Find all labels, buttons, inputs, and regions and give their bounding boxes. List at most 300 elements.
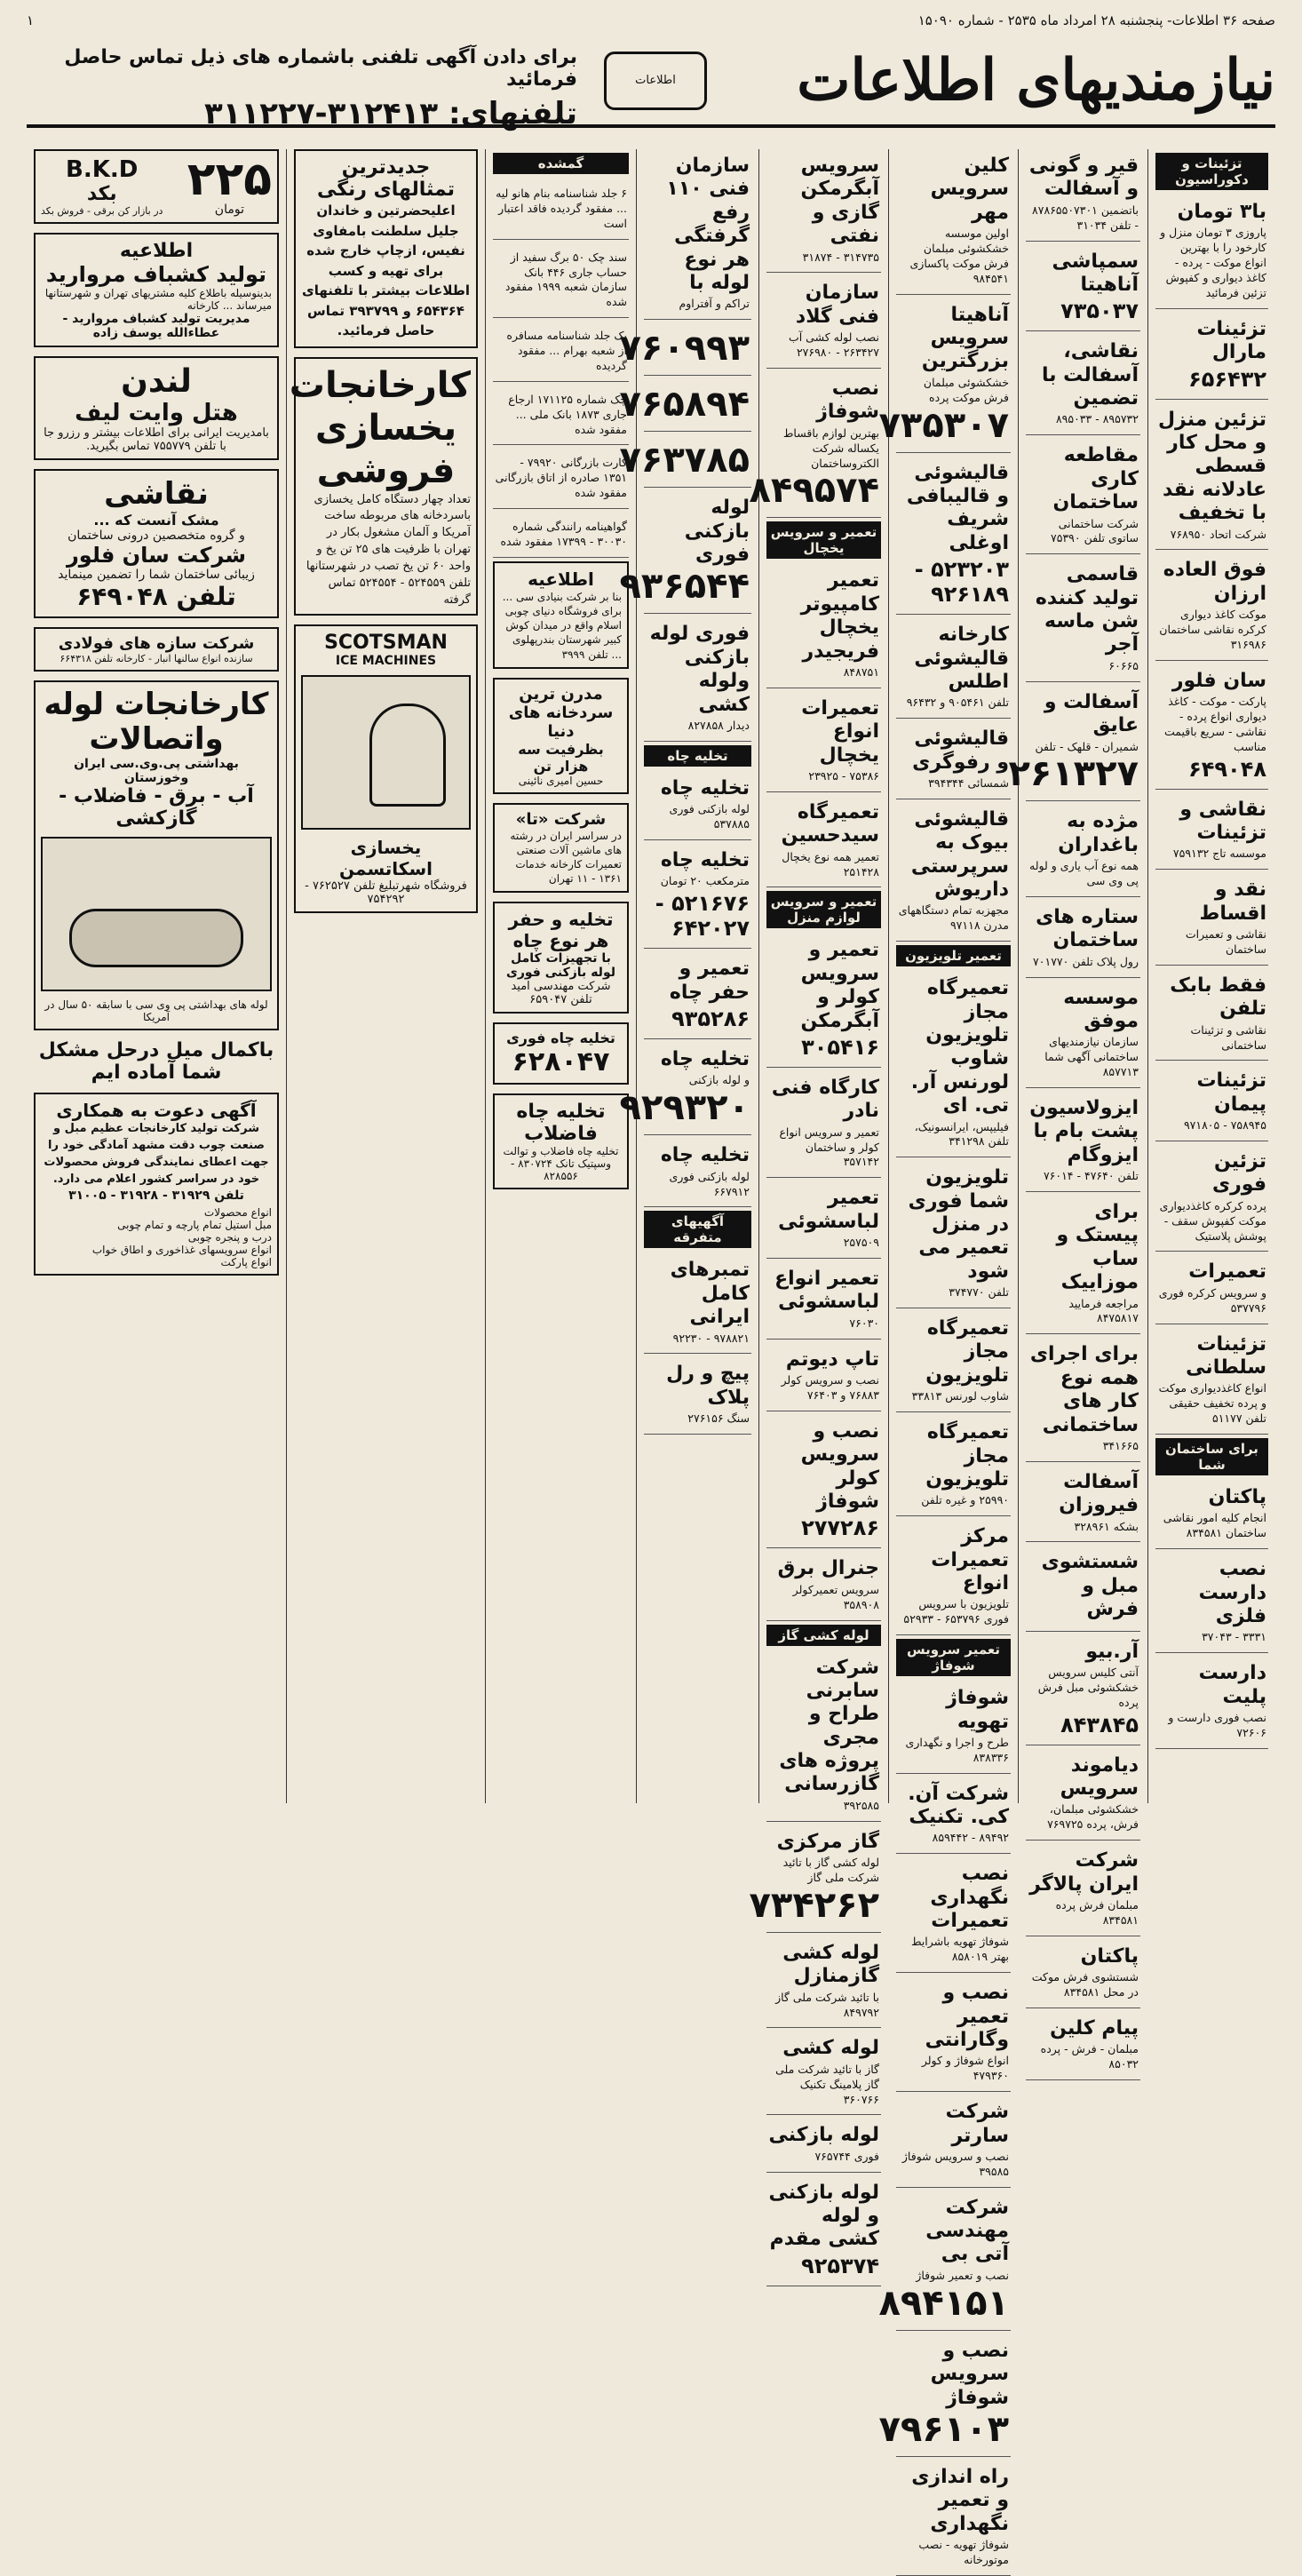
- contact-phones: تلفنهای: ۳۱۲۴۱۳-۳۱۱۲۲۷: [204, 96, 577, 131]
- lost-header: گمشده: [493, 153, 629, 174]
- classified-ad: [1026, 1092, 1140, 1192]
- bkd-price: ۲۲۵: [187, 153, 272, 206]
- ad-text: تعمیر همه نوع یخچال ۲۵۱۴۲۸: [782, 849, 879, 879]
- ad-heading: مژده به باغداران: [1058, 810, 1139, 856]
- classified-ad: [766, 796, 881, 888]
- painting-phone: تلفن ۶۴۹۰۴۸: [76, 582, 236, 611]
- ad-text: دیدار ۸۲۷۸۵۸: [687, 718, 750, 732]
- pipe-shape: [69, 909, 243, 967]
- ad-heading: فوق العاده ارزان: [1163, 559, 1266, 605]
- painting-sub2: و گروه متخصصین درونی ساختمان: [67, 529, 245, 543]
- classified-ad: [878, 2334, 1011, 2457]
- ad-phone: ۵۲۳۲۰۳ - ۹۲۶۱۸۹: [914, 557, 1009, 608]
- ad-heading: دارست پلیت: [1198, 1662, 1266, 1708]
- classified-ad: [644, 149, 751, 320]
- ad-text: شستشوی فرش موکت در محل ۸۳۴۵۸۱: [1031, 1970, 1139, 1999]
- ad-phone: ۶۵۶۴۳۲: [1188, 366, 1266, 392]
- ad-text: شاوب لورنس ۳۳۸۱۳: [911, 1389, 1009, 1403]
- ad-heading: مقاطعه کاری ساختمان: [1052, 444, 1139, 514]
- company-title: شرکت «تا»: [515, 809, 607, 829]
- lost-notice-text: گواهینامه رانندگی شماره ۳۰۰۳۰ - ۱۷۳۹۹ مفقود شده: [500, 520, 627, 548]
- portraits-title: جدیدترین تمثالهای رنگی: [316, 156, 456, 201]
- classified-ad: [896, 1520, 1011, 1635]
- classified-ad: [1026, 901, 1140, 978]
- ad-text: لوله کشی گاز با تائید شرکت ملی گاز: [782, 1856, 879, 1884]
- classified-ad: [1026, 1466, 1140, 1543]
- scotsman-brand: SCOTSMAN: [324, 632, 448, 655]
- masthead-emblem: اطلاعات: [604, 52, 707, 110]
- classified-ad: [1155, 1328, 1268, 1435]
- column-lost-notices: [485, 149, 636, 1803]
- ad-heading: تزئینات پیمان: [1196, 1069, 1266, 1116]
- classified-ad: [1026, 558, 1140, 681]
- coop-product-item: انواع پارکت: [220, 1255, 272, 1268]
- ad-heading: موسسه موفق: [1063, 986, 1139, 1032]
- ad-heading: با۳ تومان: [1177, 201, 1266, 223]
- ad-heading: تزئینات مارال: [1196, 317, 1266, 364]
- classified-ad: [619, 323, 751, 376]
- column-wells: [619, 149, 758, 1803]
- classified-ad: [1026, 1844, 1140, 1936]
- announcement-title: اطلاعیه: [528, 568, 594, 590]
- classified-ad: [896, 618, 1011, 719]
- ad-text: طرح و اجرا و نگهداری ۸۳۸۳۳۶: [905, 1735, 1009, 1764]
- ad-phone: ۶۴۹۰۴۸: [1188, 756, 1266, 782]
- column-heating-gas: [749, 149, 888, 2278]
- ad-heading: پاکتان: [1080, 1944, 1139, 1968]
- classified-ad: [1155, 1553, 1268, 1653]
- ad-heading: تلویزیون شما فوری در منزل تعمیر می شود: [908, 1166, 1009, 1283]
- slogan: باکمال میل درحل مشکل شما آماده ایم: [38, 1039, 274, 1085]
- ad-heading: شوفاژ تهویه: [946, 1687, 1009, 1733]
- ad-phone-large: ۸۹۴۱۵۱: [878, 2282, 1009, 2324]
- ad-phone: ۲۷۷۲۸۶: [801, 1515, 879, 1541]
- classified-ad: [896, 2461, 1011, 2576]
- ice-factory-ad: [289, 357, 478, 616]
- ad-text: شرکت اتحاد ۷۶۸۹۵۰: [1170, 527, 1266, 541]
- ad-heading: آر.بیو: [1085, 1640, 1139, 1663]
- ad-heading: شرکت سارتر: [945, 2101, 1009, 2147]
- classified-ad: [1026, 1196, 1140, 1334]
- bkd-brand-fa: بکد: [86, 183, 117, 205]
- ad-heading: تعمیر کامپیوتر یخچال فریجیدر: [800, 569, 879, 663]
- ad-text: تراکم و آفتراوم: [679, 297, 750, 311]
- ad-heading: تعمیرگاه مجاز تلویزیون شاوب لورنس آر. تی. ای: [910, 977, 1009, 1117]
- ad-text: پرده کرکره کاغذدیواری موکت کفپوش سقف - پوشش پلاستیک: [1159, 1198, 1266, 1243]
- london-text: بامدیریت ایرانی برای اطلاعات بیشتر و رزرو جا با تلفن ۷۵۵۷۷۹ تماس بگیرید.: [44, 426, 269, 453]
- masthead-contact: [27, 46, 577, 131]
- ad-heading: لوله بازکنی و لوله کشی مقدم: [768, 2181, 879, 2251]
- ad-phone-large: ۷۳۴۲۶۲: [749, 1884, 879, 1926]
- ad-heading: نقاشی، آسفالت با تضمین: [1041, 340, 1139, 410]
- ad-text: ۷۵۳۸۶ - ۲۳۹۲۵: [808, 768, 879, 783]
- cooperation-ad: [34, 1093, 279, 1275]
- classified-ad: [619, 435, 751, 488]
- ad-phone-large: ۸۴۹۵۷۴: [749, 470, 879, 512]
- classified-ad: [896, 457, 1011, 616]
- lost-notice-text: کارت بازرگانی ۷۹۹۲۰ - ۱۳۵۱ صادره از اتاق بازرگانی مفقود شده: [495, 456, 627, 500]
- classified-ad: [644, 1253, 751, 1354]
- ad-text: شوفاژ تهویه باشرایط بهتر ۸۵۸۰۱۹: [910, 1935, 1009, 1964]
- contact-line: برای دادن آگهی تلفنی باشماره های ذیل تماس حاصل فرمائید: [64, 46, 577, 91]
- ad-heading: قالیشوئی و رفوگری: [912, 727, 1009, 774]
- ad-text: خشکشوئی مبلمان، فرش، پرده ۷۶۹۷۲۵: [1047, 1802, 1139, 1832]
- ice-factory-title: کارخانجات یخسازی فروشی: [289, 364, 471, 491]
- ad-phone-large: ۷۳۵۳۰۷: [878, 404, 1009, 446]
- pearl-knit-notice: [34, 233, 279, 347]
- ad-text: ۳۳۳۱ - ۳۷۰۴۳: [1202, 1630, 1266, 1644]
- painting-text: زیبائی ساختمان شما را تضمین مینماید: [58, 568, 255, 582]
- ad-text: پاروزی ۳ تومان منزل و کارخود را با بهترین انواع موکت - پرده - کاغذ دیواری و کفپوش تزئین فرمائید: [1160, 226, 1266, 299]
- ad-heading: شرکت مهندسی آتی بی: [925, 2196, 1009, 2266]
- painting-company: شرکت سان فلور: [66, 543, 247, 568]
- ice-machine-shape: [369, 704, 446, 807]
- section-header: تخلیه چاه: [644, 745, 751, 767]
- lost-notice-text: یک جلد شناسنامه مسافره از شعبه بهرام ... مفقود گردیده: [506, 329, 627, 372]
- classified-ad: [619, 491, 751, 614]
- classified-ad: [896, 1161, 1011, 1308]
- ad-text: آنتی کلیس سرویس خشکشوئی مبل فرش پرده: [1037, 1665, 1139, 1709]
- ad-text: نقاشی و تزئینات ساختمانی: [1190, 1022, 1266, 1052]
- pipes-title: کارخانجات لوله واتصالات: [44, 687, 269, 758]
- classified-ad: [1155, 313, 1268, 400]
- lost-notice-text: چک شماره ۱۷۱۱۲۵ ارجاع جاری ۱۸۷۳ بانک ملی ... مفقود شده: [508, 392, 627, 436]
- classified-ad: [1026, 439, 1140, 554]
- painting-ad: [34, 469, 279, 618]
- portraits-text: اعلیحضرتین و خاندان جلیل سلطنت بامفاوی نفیس، ازچاپ خارج شده برای تهیه و کسب اطلاعات بیشتر با تلفنهای ۶۵۴۳۶۴ و ۳۹۳۷۹۹ تماس حاصل فرمائید.: [302, 203, 470, 338]
- ad-phone-large: ۷۹۶۱۰۳: [878, 2408, 1009, 2450]
- classified-ad: [766, 1936, 881, 2029]
- classified-ad: [1026, 805, 1140, 897]
- ad-heading: برای اجرای همه نوع کار های ساختمانی: [1029, 1343, 1139, 1436]
- ad-text: ۲۵۹۹۰ و غیره تلفن: [921, 1493, 1009, 1507]
- ad-heading: تخلیه چاه: [660, 1048, 750, 1071]
- ad-text: تلفن ۹۰۵۴۶۱ و ۹۶۴۳۲: [906, 696, 1009, 710]
- ad-text: ۳۴۱۶۶۵: [1102, 1438, 1139, 1452]
- ice-factory-text: تعداد چهار دستگاه کامل یخسازی باسردخانه های مربوطه ساخت آمریکا و آلمان مشغول بکار در تهران با ظرفیت های ۲۵ تن یخ و واحد ۶۰ تن یخ تصب در شهرستانها تلفن ۵۲۴۵۵۹ - ۵۲۴۵۵۴ تماس گرفته: [306, 492, 471, 607]
- ad-heading: تزئینات سلطانی: [1186, 1332, 1266, 1379]
- painting-title: نقاشی: [104, 476, 209, 512]
- ad-heading: مرکز تعمیرات انواع: [931, 1525, 1009, 1594]
- ad-heading: پیچ و رل پلاک: [666, 1363, 750, 1409]
- well-title: تخلیه و حفر هر نوع چاه: [508, 909, 614, 952]
- classified-ad: [896, 2095, 1011, 2188]
- lost-notice: [493, 449, 629, 509]
- ad-text: بهترین لوازم باقساط یکساله شرکت الکتروساختمان: [782, 425, 879, 470]
- bkd-text: در بازار کن برقی - فروش بکد: [41, 205, 163, 217]
- ad-text: لوله بازکنی فوری ۵۳۷۸۸۵: [669, 802, 750, 831]
- ad-heading: نصب و سرویس شوفاژ: [930, 2339, 1009, 2409]
- classified-ad: [896, 1857, 1011, 1973]
- classified-ad: [1155, 664, 1268, 790]
- ad-text: با تائید شرکت ملی گاز ۸۴۹۷۹۲: [775, 1990, 879, 2019]
- coop-product-item: مبل استیل تمام پارچه و تمام چوبی: [117, 1218, 272, 1231]
- ad-text: مبلمان فرش پرده ۸۳۴۵۸۱: [1055, 1897, 1139, 1927]
- classified-ad: [896, 149, 1011, 295]
- ad-text: نصب و سرویس کولر ۷۶۸۸۳ و ۷۶۴۰۳: [781, 1373, 879, 1402]
- steel-structures-ad: [34, 627, 279, 672]
- classified-ad: [644, 1139, 751, 1207]
- ad-heading: سازمان فنی گلاد: [795, 282, 879, 328]
- classified-ad: [1026, 1338, 1140, 1461]
- ad-text: مراجعه فرمایید ۸۴۷۵۸۱۷: [1068, 1296, 1139, 1325]
- ad-text: ۲۵۷۵۰۹: [843, 1236, 879, 1250]
- portraits-ad: [294, 149, 478, 348]
- ad-heading: تعمیر لباسشوئی: [778, 1187, 879, 1233]
- classified-ad: [1155, 553, 1268, 660]
- lost-notice: [493, 322, 629, 382]
- ad-heading: نصب و تعمیر وگارانتی: [925, 1982, 1009, 2051]
- announcement-body: بنا بر شرکت بنیادی سی ... برای فروشگاه دنیای چوبی اسلام واقع در میدان کوش کبیر شهرستان بندرپهلوی ... تلفن ۳۹۹۹: [502, 590, 622, 661]
- classified-ad: [1155, 403, 1268, 551]
- page-marker: ۱: [27, 12, 35, 28]
- coop-product-item: انواع محصولات: [203, 1205, 272, 1219]
- classified-ad: [1026, 1749, 1140, 1841]
- notice-text: بدینوسیله باطلاع کلیه مشتریهای تهران و شهرستانها میرساند ... کارخانه: [44, 287, 272, 312]
- classified-ad: [1155, 873, 1268, 966]
- ad-heading: شرکت ایران پالاگر: [1029, 1849, 1139, 1896]
- coop-product-item: درب و پنجره چوبی: [187, 1230, 272, 1244]
- ad-text: نصب لوله کشی آب ۲۶۳۴۲۷ - ۲۷۶۹۸۰: [788, 330, 879, 360]
- section-header: تعمیر تلویزیون: [896, 945, 1011, 966]
- masthead: [27, 43, 1275, 131]
- notice-heading: تولید کشباف مروارید: [45, 262, 267, 287]
- ad-heading: دیاموند سرویس: [1060, 1753, 1139, 1800]
- ad-text: ۸۴۸۷۵۱: [843, 664, 879, 679]
- classified-ad: [1155, 1145, 1268, 1252]
- classified-ad: [1155, 1064, 1268, 1141]
- cold-storage-sub: بظرفیت سه هزار تن: [518, 740, 604, 775]
- ad-phone-large: ۷۶۵۸۹۴: [619, 384, 750, 425]
- ad-text: تلویزیون با سرویس فوری ۶۵۳۷۹۶ - ۵۲۹۳۳: [903, 1597, 1009, 1626]
- classified-ad: [766, 2031, 881, 2115]
- top-bar: [27, 9, 1275, 32]
- ad-text: انجام کلیه امور نقاشی ساختمان ۸۳۴۵۸۱: [1163, 1511, 1266, 1540]
- column-construction: [1008, 149, 1147, 2071]
- ad-phone: ۵۲۱۶۷۶ - ۶۴۲۰۲۷: [655, 891, 750, 942]
- classified-ad: [644, 772, 751, 840]
- ad-text: باتضمین ۸۷۸۶۵۵۰۷۳۰۱ - تلفن ۳۱۰۳۴: [1032, 203, 1139, 232]
- ad-text: ۸۹۴۹۲ - ۸۵۹۴۴۲: [932, 1831, 1009, 1845]
- classified-ad: [766, 934, 881, 1068]
- ad-phone: ۸۴۳۸۴۵: [1060, 1712, 1139, 1737]
- coop-phone: تلفن ۳۱۹۲۹ - ۳۱۹۲۸ - ۳۱۰۰۵: [68, 1188, 244, 1203]
- ad-text: گاز با تائید شرکت ملی گاز پلامینگ تکنیک ۳۶۰۷۶۶: [775, 2062, 879, 2106]
- coop-text: شرکت تولید کارخانجات عظیم مبل و صنعت چوب دقت مشهد آمادگی خود را جهت اعطای نمایندگی فروش محصولات خود در سراسر کشور اعلام می دارد.: [44, 1122, 269, 1186]
- classified-ad: [766, 1181, 881, 1259]
- ice-machine-illustration: [301, 675, 471, 830]
- ad-heading: نقاشی و تزئینات: [1179, 798, 1266, 845]
- quick-well-box: [493, 1022, 629, 1085]
- steel-text: سازنده انواع سالنها انبار - کارخانه تلفن ۶۶۴۳۱۸: [60, 653, 253, 664]
- ad-heading: تعمیرگاه سیدحسین: [781, 800, 879, 847]
- pipes-illustration: [41, 837, 272, 991]
- ad-text: نصب و تعمیر شوفاژ: [916, 2268, 1009, 2282]
- ad-text: موسسه تاج ۷۵۹۱۳۲: [1172, 847, 1266, 861]
- ad-heading: پاکتان: [1208, 1486, 1266, 1508]
- pipes-sub2: آب - برق - فاضلاب - گازکشی: [59, 785, 254, 831]
- ad-heading: کارگاه فنی نادر: [771, 1076, 879, 1123]
- lost-notice: [493, 513, 629, 558]
- bkd-ad: [34, 149, 279, 224]
- lost-notice-text: ۶ جلد شناسنامه بنام هانو لیه ... مفقود گردیده فاقد اعتبار است: [496, 187, 627, 230]
- ad-text: ۳۱۴۷۳۵ - ۳۱۸۷۴: [802, 250, 879, 264]
- ad-heading: راه اندازی و تعمیر نگهداری: [911, 2465, 1009, 2535]
- classified-ad: [896, 972, 1011, 1157]
- ad-text: سازمان نیازمندیهای ساختمانی آگهی شما ۸۵۷۷۱۳: [1044, 1035, 1139, 1079]
- classified-ad: [1026, 1546, 1140, 1631]
- classified-ad: [749, 372, 881, 518]
- classified-ad: [1026, 335, 1140, 435]
- classified-ad: [766, 2119, 881, 2172]
- ad-text: موکت کاغذ دیواری کرکره نقاشی ساختمان ۳۱۶۹۸۶: [1159, 608, 1266, 651]
- ad-text: فیلیپس، ایرانسونیک، تلفن ۳۴۱۲۹۸: [914, 1119, 1009, 1149]
- lost-notice-text: سند چک ۵۰ برگ سفید از حساب جاری ۴۴۶ بانک سازمان شعبه ۱۹۹۹ مفقود شده: [504, 250, 627, 309]
- steel-title: شرکت سازه های فولادی: [58, 634, 255, 653]
- ad-heading: سان فلور: [1171, 669, 1266, 692]
- ad-heading: ستاره های ساختمان: [1036, 905, 1139, 952]
- column-display-ads: [286, 149, 485, 1803]
- company-body: در سراسر ایران در رشته های ماشین آلات صنعتی تعمیرات کارخانه خدمات ۱۳۶۱ - ۱۱ تهران: [510, 829, 622, 886]
- notice-title: اطلاعیه: [119, 240, 194, 262]
- ad-heading: تخلیه چاه: [660, 776, 750, 799]
- ad-heading: سازمان فنی ۱۱۰ رفع گرفتگی هر نوع لوله با: [666, 155, 750, 294]
- ad-text: نصب فوری دارست و ۷۲۶۰۶: [1168, 1710, 1266, 1739]
- notice-signature: مدیریت تولید کشباف مروارید - عطاءالله یوسف زاده: [62, 312, 250, 340]
- classified-ad: [896, 1312, 1011, 1412]
- ad-heading: تزئین فوری: [1211, 1150, 1266, 1197]
- ad-heading: آسفالت فیروزان: [1059, 1470, 1139, 1517]
- pipes-text: لوله های بهداشتی پی وی سی با سابقه ۵۰ سال در آمریکا: [44, 998, 268, 1024]
- ad-heading: تعمیر انواع لباسشوئی: [774, 1268, 879, 1314]
- classified-ad: [619, 379, 751, 432]
- quick-well-title: تخلیه چاه فوری: [506, 1030, 615, 1047]
- ad-text: خشکشوئی مبلمان فرش موکت پرده: [923, 375, 1009, 404]
- ad-text: شرکت ساختمانی ساتوی تلفن ۷۵۳۹۰: [1051, 516, 1139, 545]
- ad-text: شوفاژ تهویه - نصب موتورخانه: [918, 2538, 1009, 2566]
- ad-heading: نصب شوفاژ: [816, 377, 879, 424]
- ad-text: انواع شوفاژ و کولر ۴۷۹۳۶۰: [921, 2054, 1009, 2083]
- classified-ad: [766, 1415, 881, 1549]
- ad-heading: شرکت آن. کی. تکنیک: [908, 1782, 1009, 1829]
- classified-ad: [1155, 969, 1268, 1061]
- ad-heading: کلین سرویس مهر: [930, 155, 1009, 224]
- issue-line: صفحه ۳۶ اطلاعات- پنجشنبه ۲۸ امرداد ماه ۲۵۳۵ - شماره ۱۵۰۹۰: [917, 12, 1275, 28]
- classified-ad: [766, 1262, 881, 1340]
- ad-heading: سمپاشی آناهیتا: [1052, 250, 1139, 296]
- ad-heading: نصب نگهداری تعمیرات: [930, 1863, 1009, 1933]
- ad-heading: شستشوی مبل و فرش: [1041, 1551, 1139, 1621]
- ad-text: ۸۹۵۷۳۲ - ۸۹۵۰۳۳: [1055, 412, 1139, 426]
- ad-heading: قیر و گونی و آسفالت: [1028, 155, 1139, 201]
- ad-heading: گاز مرکزی: [776, 1830, 879, 1853]
- ad-heading: ایزولاسیون پشت بام با ایزوگام: [1029, 1096, 1139, 1166]
- ad-heading: قالیشوئی و قالیبافی شریف اوغلی: [906, 461, 1009, 554]
- ad-text: مترمکعب ۲۰ تومان: [660, 874, 750, 888]
- section-header: تزئینات و دکوراسیون: [1155, 153, 1268, 190]
- ad-phone: ۷۳۵۰۳۷: [1060, 298, 1139, 324]
- classified-ad: [1026, 1635, 1140, 1745]
- ad-text: ۷۵۸۹۴۵ - ۹۷۱۸۰۵: [1183, 1118, 1266, 1133]
- ad-heading: تمبرهای کامل ایرانی: [670, 1259, 750, 1329]
- ad-text: تلفن ۳۷۴۷۷۰: [949, 1285, 1009, 1300]
- section-header: تعمیر و سرویس لوازم منزل: [766, 891, 881, 928]
- ad-heading: قالیشوئی بیوک به سرپرستی داریوش: [910, 807, 1009, 902]
- ad-heading: لوله بازکنی فوری: [684, 497, 750, 566]
- ad-heading: آناهیتا سرویس بزرگترین: [921, 303, 1009, 373]
- section-header: تعمیر سرویس شوفاژ: [896, 1639, 1011, 1676]
- column-cleaning-tv: [878, 149, 1018, 2566]
- ad-heading: تعمیرگاه مجاز تلویزیون: [925, 1421, 1009, 1491]
- ad-heading: فوری لوله بازکنی ولوله کشی: [649, 623, 750, 716]
- pipes-sub: بهداشتی پی.وی.سی ایران وخوزستان: [74, 757, 239, 786]
- classified-ad: [766, 1071, 881, 1178]
- classified-ad: [766, 2176, 881, 2286]
- classified-ad: [1026, 2012, 1140, 2080]
- ad-text: لوله بازکنی فوری ۶۶۷۹۱۲: [669, 1169, 750, 1198]
- sewer-title: تخلیه چاه فاضلاب: [516, 1101, 606, 1146]
- classified-ad: [878, 2191, 1011, 2331]
- ad-text: اولین موسسه خشکشوئی مبلمان فرش موکت پاکسازی ۹۸۴۵۴۱: [909, 227, 1009, 285]
- ad-heading: تعمیر و حفر چاه: [669, 958, 750, 1004]
- classified-ad: [878, 298, 1011, 453]
- ad-text: مبلمان - فرش - پرده ۸۵۰۳۲: [1040, 2042, 1139, 2071]
- ad-heading: قاسمی تولید کننده شن ماسه آجر: [1035, 563, 1139, 656]
- classified-ad: [644, 844, 751, 949]
- ad-text: ۹۷۸۸۲۱ - ۹۲۲۳۰: [672, 1331, 750, 1345]
- ad-heading: پیام کلین: [1050, 2016, 1139, 2039]
- quick-well-phone: ۶۲۸۰۴۷: [512, 1046, 610, 1078]
- classified-ad: [896, 1777, 1011, 1855]
- classified-ad: [766, 1343, 881, 1411]
- ad-text: فوری ۷۶۵۷۴۴: [814, 2149, 879, 2163]
- classified-ad: [766, 149, 881, 273]
- classified-ad: [1155, 1481, 1268, 1549]
- classified-ad: [1026, 1940, 1140, 2008]
- ad-heading: تعمیرات: [1188, 1260, 1266, 1284]
- classified-ad: [766, 692, 881, 792]
- sewer-box: [493, 1093, 629, 1189]
- pipes-factory-ad: [34, 680, 279, 1030]
- sewer-text: تخلیه چاه فاضلاب و توالت وسپتیک تانک ۸۳۰۷۲۴ - ۸۲۸۵۵۶: [503, 1145, 619, 1183]
- scotsman-ad: [294, 624, 478, 913]
- classified-ad: [896, 1682, 1011, 1774]
- ad-text: و لوله بازکنی: [688, 1073, 750, 1087]
- classified-ad: [1026, 982, 1140, 1088]
- ad-heading: لوله بازکنی: [768, 2124, 879, 2147]
- ad-text: انواع کاغذدیواری موکت و پرده تخفیف حقیقی تلفن ۵۱۱۷۷: [1158, 1381, 1266, 1426]
- cold-storage-text: حسین امیری نائینی: [518, 774, 604, 787]
- classified-ad: [1026, 245, 1140, 332]
- ad-phone-large: ۷۶۳۷۸۵: [619, 440, 750, 481]
- ad-text: ۳۹۲۵۸۵: [843, 1798, 879, 1812]
- ad-text: همه نوع آب یاری و لوله پی وی سی: [1029, 859, 1139, 888]
- scotsman-title: یخسازی اسکاتسمن: [339, 837, 433, 880]
- ad-phone-large: ۹۲۹۳۲۰: [619, 1087, 750, 1129]
- ad-heading: تاپ دیوتم: [785, 1348, 879, 1371]
- ad-heading: برای پیستک و ساب موزاییک: [1056, 1201, 1139, 1294]
- ad-phone-large: ۲۶۱۳۲۷: [1008, 753, 1139, 795]
- ad-heading: نصب دارست فلزی: [1198, 1558, 1266, 1627]
- ad-heading: تعمیر و سرویس کولر و آبگرمکن: [800, 939, 879, 1032]
- company-ta-box: [493, 803, 629, 894]
- ad-heading: نصب و سرویس کولر شوفاژ: [800, 1419, 879, 1513]
- bkd-brand: B.K.D: [66, 156, 139, 183]
- classified-ad: [1155, 1255, 1268, 1324]
- coop-product-item: انواع سرویسهای غذاخوری و اطاق خواب: [91, 1243, 272, 1256]
- ad-heading: شرکت سابرنی طراح و مجری پروژه های گازرسانی: [779, 1656, 879, 1796]
- section-header: تعمیر و سرویس یخچال: [766, 521, 881, 559]
